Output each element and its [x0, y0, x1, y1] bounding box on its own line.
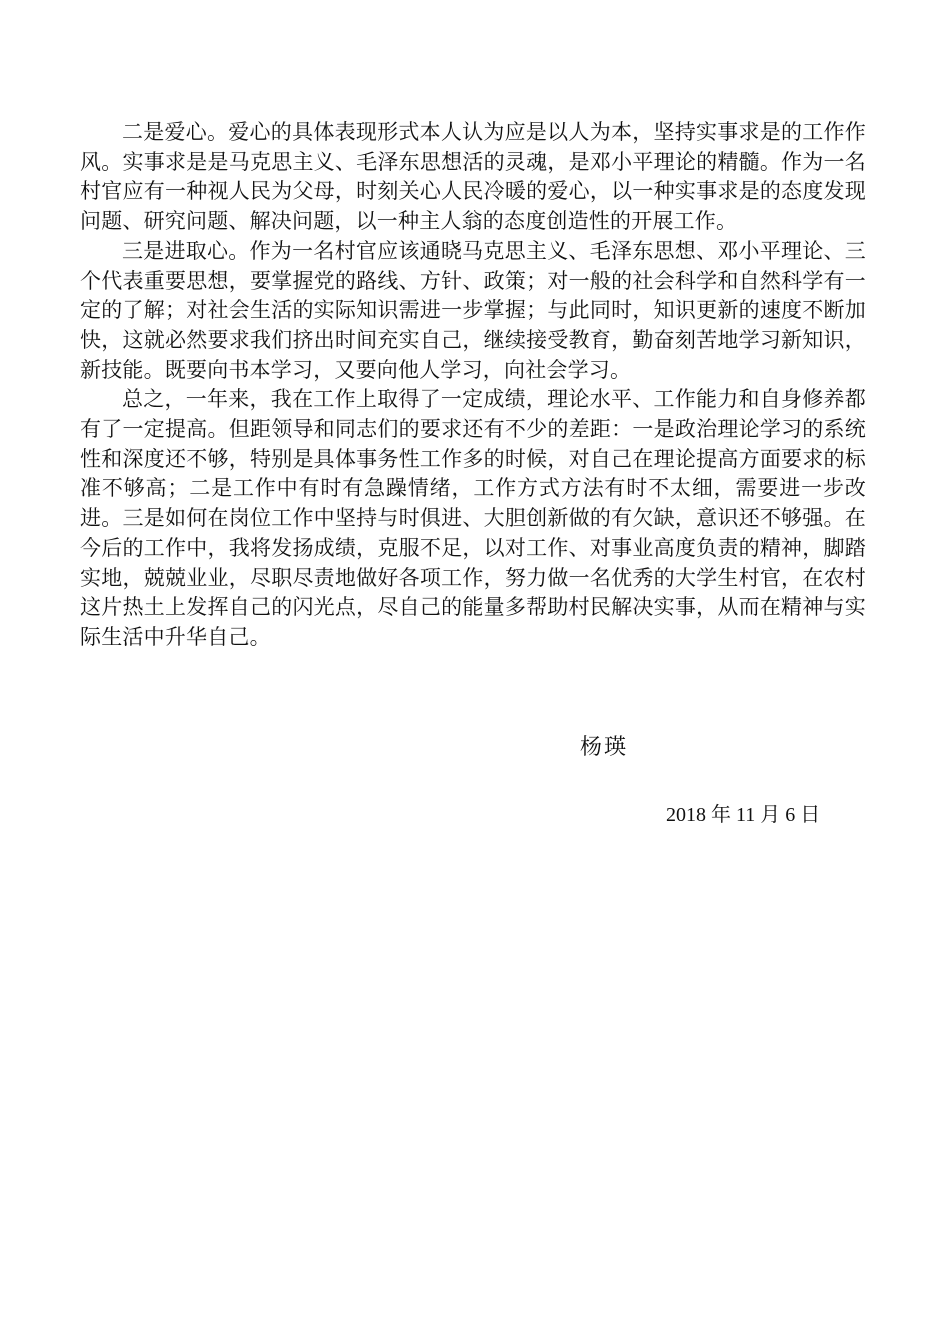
paragraph-love: 二是爱心。爱心的具体表现形式本人认为应是以人为本，坚持实事求是的工作作风。实事求是是马克思主义、毛泽东思想活的灵魂，是邓小平理论的精髓。作为一名村官应有一种视人民为父母，时刻关心人民冷暖的爱心，以一种实事求是的态度发现问题、研究问题、解决问题，以一种主人翁的态度创造性的开展工作。: [80, 120, 866, 234]
paragraph-summary: 总之，一年来，我在工作上取得了一定成绩，理论水平、工作能力和自身修养都有了一定提高。但距领导和同志们的要求还有不少的差距：一是政治理论学习的系统性和深度还不够，特别是具体事务性工作多的时候，对自己在理论提高方面要求的标准不够高；二是工作中有时有急躁情绪，工作方式方法有时不太细，需要进一步改进。三是如何在岗位工作中坚持与时俱进、大胆创新做的有欠缺，意识还不够强。在今后的工作中，我将发扬成绩，克服不足，以对工作、对事业高度负责的精神，脚踏实地，兢兢业业，尽职尽责地做好各项工作，努力做一名优秀的大学生村官，在农村这片热土上发挥自己的闪光点，尽自己的能量多帮助村民解决实事，从而在精神与实际生活中升华自己。: [80, 387, 866, 649]
paragraph-enterprise: 三是进取心。作为一名村官应该通晓马克思主义、毛泽东思想、邓小平理论、三个代表重要思想，要掌握党的路线、方针、政策；对一般的社会科学和自然科学有一定的了解；对社会生活的实际知识需进一步掌握；与此同时，知识更新的速度不断加快，这就必然要求我们挤出时间充实自己，继续接受教育，勤奋刻苦地学习新知识，新技能。既要向书本学习，又要向他人学习，向社会学习。: [80, 238, 866, 382]
author-signature: 杨瑛: [580, 735, 629, 760]
document-body: [80, 118, 866, 653]
document-date: 2018 年 11 月 6 日: [666, 804, 821, 826]
